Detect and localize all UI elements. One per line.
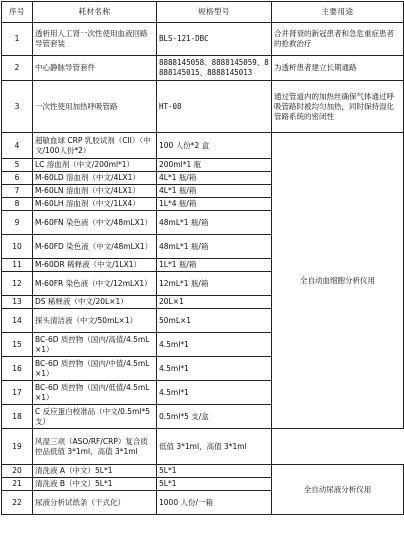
item-purpose: 通过管道内的加热丝确保气体通过呼吸管路时被均匀加热，同时保持湿化管路系统的密闭性 [272, 81, 404, 133]
item-name: M-60FN 染色液（中文/48mLX1） [33, 211, 157, 235]
item-purpose: 为透析患者建立长期通路 [272, 56, 404, 81]
item-name: BC-6D 质控物（国内/中值/4.5mL×1） [33, 357, 157, 381]
item-spec: 0.5ml*5 支/盒 [157, 405, 272, 429]
item-spec: 4L*1 瓶/箱 [157, 172, 272, 185]
row-no: 21 [2, 478, 33, 491]
table-row [2, 465, 404, 478]
header-purpose: 主要用途 [272, 2, 404, 23]
item-name: M-60FR 染色液（中文/12mLX1） [33, 272, 157, 296]
item-spec: 100 人份*2 盒 [157, 133, 272, 159]
item-spec: 4.5ml*1 [157, 357, 272, 381]
row-no: 17 [2, 381, 33, 405]
row-no: 3 [2, 81, 33, 133]
item-name: M-60LD 溶血剂（中文/4LX1） [33, 172, 157, 185]
item-name: 探头清洁液（中文/50mL×1） [33, 309, 157, 333]
item-spec: 1000 人份/一箱 [157, 491, 272, 515]
item-spec: 50mL×1 [157, 309, 272, 333]
table-row [2, 133, 404, 159]
item-spec: 1L*1 瓶/箱 [157, 259, 272, 272]
table-row [2, 429, 404, 465]
header-spec: 规格型号 [157, 2, 272, 23]
row-no: 8 [2, 198, 33, 211]
item-spec: 12mL*1 瓶/箱 [157, 272, 272, 296]
row-no: 6 [2, 172, 33, 185]
row-no: 1 [2, 23, 33, 56]
row-no: 7 [2, 185, 33, 198]
item-name: 透析用人工肾一次性使用血液回路导管套装 [33, 23, 157, 56]
urine-analyzer-purpose: 全自动尿液分析仪用 [272, 465, 404, 515]
item-spec: BLS-121-DBC [157, 23, 272, 56]
item-spec: 4.5ml*1 [157, 333, 272, 357]
item-name: M-60FD 染色液（中文/48mLX1） [33, 235, 157, 259]
table-row [2, 81, 404, 133]
row-no: 15 [2, 333, 33, 357]
item-name: M-60LH 溶血剂（中文/1LX4） [33, 198, 157, 211]
item-name: DS 稀释液（中文/20L×1） [33, 296, 157, 309]
item-spec: 5L*1 [157, 478, 272, 491]
row-no: 20 [2, 465, 33, 478]
item-spec: 4.5ml*1 [157, 381, 272, 405]
item-name: BC-6D 质控物（国内/高值/4.5mL×1） [33, 333, 157, 357]
item-name: 中心静脉导管套件 [33, 56, 157, 81]
row-no: 2 [2, 56, 33, 81]
row-no: 16 [2, 357, 33, 381]
row-no: 5 [2, 159, 33, 172]
item-name: BC-6D 质控物（国内/低值/4.5mL×1） [33, 381, 157, 405]
row-no: 4 [2, 133, 33, 159]
row-no: 12 [2, 272, 33, 296]
item-name: 风湿三项（ASO/RF/CRP）复合质控品低值 3*1ml，高值 3*1ml [33, 429, 157, 465]
row-no: 18 [2, 405, 33, 429]
item-spec: 48mL*1 瓶/箱 [157, 235, 272, 259]
item-name: 清洗液 B（中文）5L*1 [33, 478, 157, 491]
item-purpose: 合并肾衰的新冠患者和急危重症患者的抢救治疗 [272, 23, 404, 56]
item-spec: 低值 3*1ml，高值 3*1ml [157, 429, 272, 465]
table-row [2, 23, 404, 56]
item-name: 一次性使用加热呼吸管路 [33, 81, 157, 133]
row-no: 13 [2, 296, 33, 309]
consumables-table [1, 1, 404, 515]
item-name: LC 溶血剂（中文/200ml*1） [33, 159, 157, 172]
row-no: 22 [2, 491, 33, 515]
header-name: 耗材名称 [33, 2, 157, 23]
item-name: 清洗液 A（中文）5L*1 [33, 465, 157, 478]
item-name: M-60LN 溶血剂（中文/4LX1） [33, 185, 157, 198]
blood-analyzer-purpose: 全自动血细胞分析仪用 [272, 133, 404, 429]
item-name: 尿液分析试纸条（干式化） [33, 491, 157, 515]
row-no: 19 [2, 429, 33, 465]
row-no: 10 [2, 235, 33, 259]
item-spec: 48mL*1 瓶/箱 [157, 211, 272, 235]
item-spec: HT-08 [157, 81, 272, 133]
item-name: 超敏血球 CRP 乳胶试剂（CII）（中文/100人份*2） [33, 133, 157, 159]
header-no: 序号 [2, 2, 33, 23]
item-name: C 反应蛋白校准品（中文/0.5ml*5 支） [33, 405, 157, 429]
item-spec: 5L*1 [157, 465, 272, 478]
header-row [2, 2, 404, 23]
table-row [2, 56, 404, 81]
item-spec: 8888145058、8888145059、8888145015、8888145013 [157, 56, 272, 81]
item-spec: 200ml*1 瓶 [157, 159, 272, 172]
item-name: M-60DR 稀释液（中文/1LX1） [33, 259, 157, 272]
row-no: 14 [2, 309, 33, 333]
item-spec: 4L*1 瓶/箱 [157, 185, 272, 198]
row-no: 11 [2, 259, 33, 272]
item-spec: 20L×1 [157, 296, 272, 309]
item-spec: 1L*4 瓶/箱 [157, 198, 272, 211]
row-no: 9 [2, 211, 33, 235]
